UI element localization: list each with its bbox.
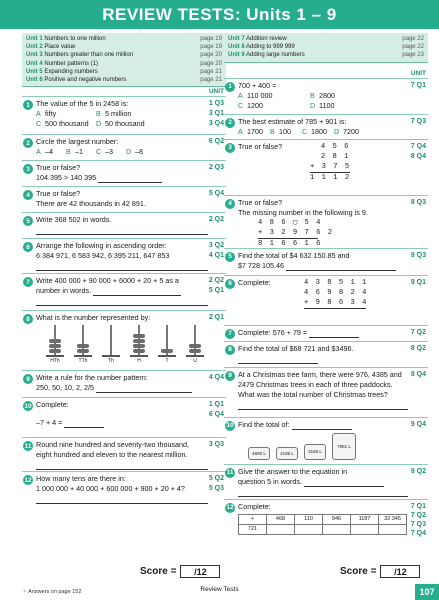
vertical-sum <box>310 142 350 183</box>
unit-ref: 1 Q3 <box>208 100 224 108</box>
option-c[interactable] <box>238 101 310 111</box>
unit-row <box>26 68 222 76</box>
option-row <box>238 127 428 137</box>
unit-page: page 23 <box>402 52 424 59</box>
question-2 <box>22 135 226 161</box>
question-r5 <box>224 249 428 276</box>
question-r1 <box>224 79 428 115</box>
option-c[interactable] <box>302 127 334 137</box>
question-detail: 250, 50, 10, 2, 2/5 <box>36 383 94 393</box>
jar: 3156 L <box>304 444 326 460</box>
question-number: 10 <box>226 422 234 430</box>
question-detail: –7 + 4 = <box>36 418 63 428</box>
question-number: 9 <box>23 374 33 384</box>
unit-page: page 20 <box>200 52 222 59</box>
question-text: Find the total of $4 632 150.85 and <box>238 250 350 260</box>
unit-ref: 5 Q2 <box>208 475 224 483</box>
answer-line[interactable] <box>93 288 181 296</box>
question-number: 9 <box>225 371 235 381</box>
score-box[interactable] <box>380 565 420 578</box>
option-text: 1100 <box>319 100 335 110</box>
question-8 <box>22 311 226 371</box>
option-b[interactable] <box>66 147 96 157</box>
left-column <box>22 33 226 506</box>
answer-cell[interactable] <box>267 524 295 534</box>
unit-page: page 21 <box>200 68 222 75</box>
unit-ref: 2 Q3 <box>208 164 224 172</box>
score-label: Score = <box>340 566 377 577</box>
unit-ref: 2 Q2 <box>208 216 224 224</box>
table-cell: 946 <box>323 514 351 524</box>
unit-ref: 9 Q3 <box>410 251 426 259</box>
sum-row: 4 8 6 ▢ 5 4 <box>258 218 322 227</box>
option-letter: D <box>96 119 102 129</box>
option-letter: D <box>334 126 340 136</box>
question-r11 <box>224 465 428 500</box>
jar: 4690 L <box>248 447 270 460</box>
question-text: How many tens are there in: <box>36 474 126 484</box>
question-text: Complete: <box>36 400 69 410</box>
question-number: 8 <box>23 314 33 324</box>
option-b[interactable] <box>270 127 302 137</box>
unit-row <box>26 51 222 59</box>
question-number: 6 <box>23 242 33 252</box>
question-number: 4 <box>225 199 235 209</box>
sum-row: 4 3 8 5 1 1 <box>304 278 368 287</box>
unit-number: Unit 1 <box>26 36 43 42</box>
unit-ref: 8 Q4 <box>410 370 426 378</box>
question-4 <box>22 187 226 213</box>
unit-row <box>228 43 424 51</box>
question-number: 1 <box>23 100 33 110</box>
answer-cell[interactable] <box>351 524 379 534</box>
unit-ref: 1 Q1 <box>208 401 224 409</box>
unit-ref: 8 Q4 <box>410 152 426 160</box>
sum-row: 1 1 1 2 <box>310 173 351 182</box>
option-text: 500 thousand <box>45 119 89 129</box>
sum-row: + 9 8 6 3 4 <box>304 298 368 307</box>
unit-ref: 3 Q2 <box>208 242 224 250</box>
question-r10 <box>224 418 428 465</box>
option-a[interactable] <box>36 147 66 157</box>
unit-ref: 8 Q2 <box>410 344 426 352</box>
score-label: Score = <box>140 566 177 577</box>
answer-cell[interactable] <box>323 524 351 534</box>
question-number: 3 <box>23 164 33 174</box>
question-10 <box>22 398 226 438</box>
question-text: Find the total of $68 721 and $3496. <box>238 343 354 353</box>
score-box[interactable] <box>180 565 220 578</box>
option-a[interactable] <box>238 127 270 137</box>
answer-line[interactable] <box>304 479 384 487</box>
option-letter: A <box>238 126 243 136</box>
unit-page: page 19 <box>200 44 222 51</box>
table-cell: 110 <box>295 514 323 524</box>
question-11 <box>22 438 226 472</box>
answer-line[interactable] <box>292 422 352 430</box>
question-number: 10 <box>24 402 32 410</box>
unit-number: Unit 7 <box>228 36 245 42</box>
option-letter: B <box>270 126 275 136</box>
option-c[interactable] <box>36 119 96 129</box>
question-detail: $7 728 105.46 <box>238 260 284 270</box>
option-text: 50 thousand <box>105 119 145 129</box>
question-number: 12 <box>226 504 234 512</box>
unit-row <box>26 43 222 51</box>
question-number: 4 <box>23 190 33 200</box>
rod-label: H <box>137 358 141 365</box>
score-total: /12 <box>194 566 207 577</box>
question-detail: The missing number in the following is 9. <box>238 207 368 217</box>
abacus-rod <box>186 325 204 364</box>
option-b[interactable] <box>310 91 382 101</box>
abacus-rod <box>74 325 92 364</box>
option-letter: C <box>302 126 308 136</box>
option-text: –8 <box>135 147 143 157</box>
question-number: 12 <box>24 476 32 484</box>
answer-line[interactable] <box>286 263 396 271</box>
unit-ref: 5 Q4 <box>208 190 224 198</box>
option-row <box>238 101 428 111</box>
score-right <box>340 565 420 578</box>
table-row <box>239 524 407 534</box>
rod-label: HTh <box>50 358 60 365</box>
question-5 <box>22 213 226 239</box>
table-row <box>239 514 407 524</box>
sum-row: + 3 2 9 7 6 2 <box>258 228 334 237</box>
left-units-list <box>22 33 226 87</box>
option-row <box>238 91 428 101</box>
unit-name: Positive and negative numbers <box>44 76 127 83</box>
option-text: –3 <box>105 147 113 157</box>
question-number: 6 <box>225 279 235 289</box>
abacus-rod <box>46 325 64 364</box>
option-letter: C <box>238 100 244 110</box>
unit-ref: 6 Q4 <box>208 411 224 419</box>
abacus-rod <box>158 325 176 364</box>
unit-ref: 7 Q1 <box>410 502 426 510</box>
question-12 <box>22 472 226 506</box>
question-number: 11 <box>24 442 32 450</box>
abacus <box>46 325 226 364</box>
unit-number: Unit 2 <box>26 44 43 51</box>
option-text: 7200 <box>343 126 359 136</box>
question-text: Give the answer to the equation in <box>238 466 348 476</box>
question-text: What is the number represented by: <box>36 313 151 323</box>
title-banner <box>0 0 439 29</box>
option-letter: D <box>310 100 316 110</box>
unit-ref: 7 Q3 <box>410 117 426 125</box>
unit-ref: 3 Q3 <box>208 441 224 449</box>
unit-ref: 7 Q4 <box>410 529 426 537</box>
rod-label: Th <box>108 358 114 365</box>
question-1 <box>22 97 226 135</box>
unit-ref: 9 Q2 <box>410 467 426 475</box>
unit-row <box>26 76 222 84</box>
question-9 <box>22 371 226 398</box>
right-units-list <box>224 33 428 63</box>
option-letter: A <box>238 90 243 100</box>
question-r3 <box>224 140 428 196</box>
question-detail: 6 384 971, 6 583 942, 6 395 211, 647 853 <box>36 251 170 261</box>
table-cell: 32 345 <box>379 514 407 524</box>
question-number: 5 <box>23 216 33 226</box>
option-text: 5 million <box>105 109 132 119</box>
answer-line[interactable] <box>36 496 208 504</box>
option-text: 1800 <box>311 126 327 136</box>
option-letter: C <box>96 147 102 157</box>
question-text: Circle the largest number: <box>36 137 119 147</box>
question-text: Complete: 576 + 79 = <box>238 327 308 337</box>
question-detail: 1 000 000 + 40 000 + 600 000 + 900 + 20 + 4? <box>36 484 185 494</box>
answer-line[interactable] <box>36 298 208 306</box>
page-title: REVIEW TESTS: Units 1 – 9 <box>102 4 337 24</box>
answer-line[interactable] <box>64 420 104 428</box>
question-number: 8 <box>225 345 235 355</box>
question-number: 1 <box>225 82 235 92</box>
question-number: 7 <box>23 277 33 287</box>
unit-number: Unit 6 <box>26 76 43 83</box>
question-r9 <box>224 368 428 418</box>
question-number: 2 <box>225 118 235 128</box>
unit-ref: 7 Q1 <box>410 81 426 89</box>
question-text: True or false? <box>238 197 283 207</box>
question-r12 <box>224 500 428 544</box>
question-r8 <box>224 342 428 368</box>
answer-line[interactable] <box>96 385 192 393</box>
unit-ref: 6 Q2 <box>208 138 224 146</box>
option-letter: A <box>36 147 41 157</box>
pointer-icon: ☞ <box>22 589 27 595</box>
option-d[interactable] <box>334 127 366 137</box>
unit-ref: 5 Q3 <box>208 485 224 493</box>
sum-row: + 3 7 5 <box>310 162 351 171</box>
unit-ref: 7 Q3 <box>410 520 426 528</box>
score-left <box>140 565 220 578</box>
question-r4 <box>224 196 428 249</box>
page-number: 107 <box>415 584 439 600</box>
jar: 7981 L <box>332 433 356 460</box>
question-number: 11 <box>226 469 234 477</box>
table-cell: 721 <box>239 524 267 534</box>
option-d[interactable] <box>310 101 382 111</box>
answer-line[interactable] <box>238 402 408 410</box>
option-letter: B <box>310 90 315 100</box>
unit-page: page 22 <box>402 44 424 51</box>
option-letter: B <box>96 109 101 119</box>
question-text: True or false? <box>238 141 283 151</box>
unit-ref: 7 Q2 <box>410 511 426 519</box>
footer <box>0 583 439 600</box>
option-b[interactable] <box>96 109 156 119</box>
unit-ref: 2 Q2 <box>208 277 224 285</box>
unit-column-header: UNIT <box>224 69 428 79</box>
unit-name: Adding large numbers <box>246 52 305 59</box>
option-text: 100 <box>279 126 291 136</box>
unit-row <box>26 60 222 68</box>
answer-line[interactable] <box>238 489 408 497</box>
footer-title: Review Tests <box>200 586 239 593</box>
unit-ref: 3 Q4 <box>208 120 224 128</box>
question-text: Complete: <box>238 277 271 287</box>
sum-row: 4 6 9 8 2 4 <box>304 288 368 297</box>
vertical-sum <box>258 218 334 249</box>
question-text: True or false? <box>36 189 81 199</box>
option-row <box>36 147 226 157</box>
unit-ref: 4 Q4 <box>208 374 224 382</box>
option-a[interactable] <box>36 109 96 119</box>
unit-name: Number patterns (1) <box>44 60 99 67</box>
question-3 <box>22 161 226 187</box>
question-text: Find the total of: <box>238 419 290 429</box>
unit-ref: 2 Q1 <box>208 314 224 322</box>
unit-ref: 4 Q1 <box>208 252 224 260</box>
answer-line[interactable] <box>309 330 359 338</box>
answer-cell[interactable] <box>295 524 323 534</box>
question-text: Write a rule for the number pattern: <box>36 373 148 383</box>
question-number: 7 <box>225 329 235 339</box>
question-number: 2 <box>23 138 33 148</box>
option-text: 1200 <box>247 100 263 110</box>
question-text: 700 + 400 = <box>238 80 277 90</box>
answers-text: Answers on page 152 <box>28 589 82 595</box>
question-6 <box>22 239 226 274</box>
question-detail: What was the total number of Christmas trees? <box>238 389 388 399</box>
jar: 2186 L <box>276 447 298 460</box>
question-text: Write 400 000 + 90 000 + 6000 + 20 + 5 as a <box>36 276 179 286</box>
unit-ref: 7 Q4 <box>410 142 426 150</box>
unit-number: Unit 8 <box>228 44 245 51</box>
option-d[interactable] <box>126 147 156 157</box>
rod-label: U <box>193 358 197 365</box>
abacus-rod <box>102 325 120 364</box>
table-cell: + <box>239 514 267 524</box>
question-r6 <box>224 276 428 326</box>
answer-line[interactable] <box>238 356 318 364</box>
rod-label: TTh <box>78 358 88 365</box>
unit-number: Unit 4 <box>26 60 43 67</box>
option-d[interactable] <box>96 119 156 129</box>
sum-row: 2 8 1 <box>320 152 350 161</box>
question-7 <box>22 274 226 311</box>
jar-group <box>248 433 428 460</box>
unit-ref: 3 Q1 <box>208 110 224 118</box>
unit-ref: 8 Q3 <box>410 198 426 206</box>
unit-name: Place value <box>44 44 76 51</box>
unit-number: Unit 5 <box>26 68 43 75</box>
option-letter: B <box>66 147 71 157</box>
question-detail: question 5 in words. <box>238 476 302 486</box>
option-text: 1700 <box>247 126 263 136</box>
option-text: 2800 <box>319 90 335 100</box>
addition-table <box>238 514 407 535</box>
option-text: 110 000 <box>247 90 273 100</box>
option-text: –1 <box>75 147 83 157</box>
vertical-sum <box>304 278 366 309</box>
question-text: True or false? <box>36 163 81 173</box>
unit-ref: 7 Q2 <box>410 328 426 336</box>
answer-line[interactable] <box>36 462 208 470</box>
question-number: 3 <box>225 143 235 153</box>
question-detail: number in words. <box>36 286 92 296</box>
question-number: 5 <box>225 252 235 262</box>
unit-name: Numbers greater than one million <box>44 52 134 59</box>
rod-label: T <box>165 358 169 365</box>
unit-name: Expanding numbers <box>44 68 98 75</box>
unit-column-header: UNIT <box>22 87 226 97</box>
unit-name: Addition review <box>246 36 287 42</box>
question-text: The best estimate of 785 + 901 is: <box>238 116 347 126</box>
unit-page: page 21 <box>200 76 222 83</box>
option-letter: D <box>126 147 132 157</box>
unit-row <box>228 35 424 43</box>
answer-cell[interactable] <box>379 524 407 534</box>
sum-row: 8 1 6 6 1 6 <box>258 239 322 248</box>
option-text: –4 <box>45 147 53 157</box>
answer-line[interactable] <box>36 227 208 235</box>
question-r2 <box>224 115 428 140</box>
unit-row <box>228 51 424 59</box>
unit-page: page 19 <box>200 36 222 42</box>
question-r7 <box>224 326 428 342</box>
option-letter: A <box>36 109 41 119</box>
abacus-rod <box>130 325 148 364</box>
question-detail: 104 395 > 140 395 <box>36 173 97 183</box>
unit-ref: 5 Q1 <box>208 287 224 295</box>
answer-line[interactable] <box>36 263 208 271</box>
question-text: At a Christmas tree farm, there were 976, 4385 and <box>238 369 402 379</box>
unit-name: Numbers to one million <box>44 36 106 42</box>
question-detail: 2479 Christmas trees in each of three paddocks. <box>238 379 393 389</box>
question-detail: eight hundred and eleven to the nearest million. <box>36 450 188 460</box>
option-letter: C <box>36 119 42 129</box>
score-total: /12 <box>394 566 407 577</box>
option-row <box>36 119 226 129</box>
unit-row <box>26 35 222 43</box>
unit-page: page 22 <box>402 36 424 42</box>
question-detail: There are 42 thousands in 42 891. <box>36 199 146 209</box>
table-cell: 1187 <box>351 514 379 524</box>
question-text: The value of the 5 in 2458 is: <box>36 99 129 109</box>
option-text: fifty <box>45 109 57 119</box>
unit-number: Unit 3 <box>26 52 43 59</box>
right-column <box>224 33 428 544</box>
question-text: Round nine hundred and seventy-two thousand, <box>36 440 190 450</box>
answer-line[interactable] <box>98 175 162 183</box>
option-row <box>36 109 226 119</box>
unit-name: Adding to 999 999 <box>246 44 295 51</box>
option-a[interactable] <box>238 91 310 101</box>
question-text: Write 368 502 in words. <box>36 215 112 225</box>
unit-ref: 9 Q4 <box>410 420 426 428</box>
option-c[interactable] <box>96 147 126 157</box>
unit-number: Unit 9 <box>228 52 245 59</box>
sum-row: 4 5 6 <box>320 142 350 151</box>
question-text: Arrange the following in ascending order: <box>36 241 167 251</box>
table-cell: 468 <box>267 514 295 524</box>
unit-page: page 20 <box>200 60 222 67</box>
unit-ref: 9 Q1 <box>410 278 426 286</box>
question-text: Complete: <box>238 501 271 511</box>
